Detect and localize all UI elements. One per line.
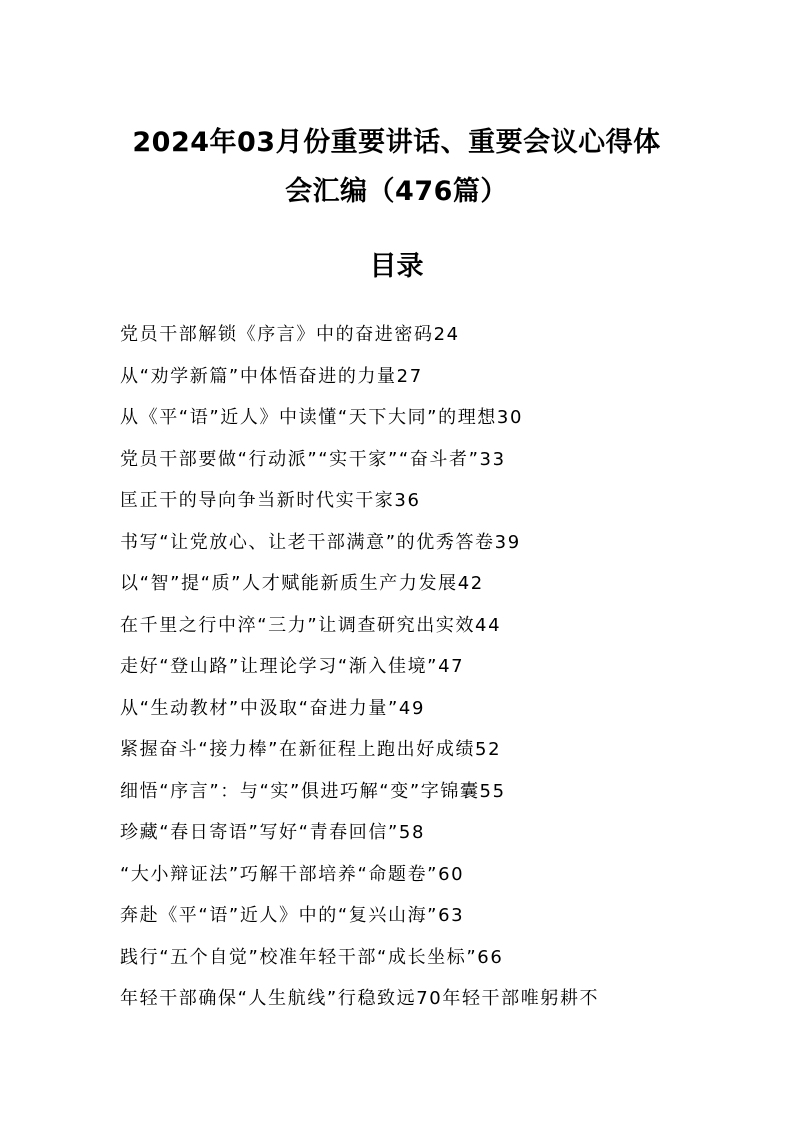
- toc-item: 党员干部解锁《序言》中的奋进密码24: [120, 324, 460, 345]
- toc-item: 细悟“序言”：与“实”俱进巧解“变”字锦囊55: [120, 780, 506, 802]
- document-title-line-2: 会汇编（476篇）: [285, 176, 508, 207]
- toc-heading: 目录: [369, 251, 424, 282]
- toc-item: 从《平“语”近人》中读懂“天下大同”的理想30: [120, 407, 524, 428]
- toc-item: 党员干部要做“行动派”“实干家”“奋斗者”33: [120, 448, 506, 470]
- toc-item: 以“智”提“质”人才赋能新质生产力发展42: [120, 573, 484, 594]
- toc-item: 从“劝学新篇”中体悟奋进的力量27: [120, 365, 423, 387]
- toc-item: 紧握奋斗“接力棒”在新征程上跑出好成绩52: [120, 739, 502, 760]
- toc-item: 年轻干部确保“人生航线”行稳致远70年轻干部唯躬耕不: [120, 988, 600, 1009]
- toc-item: 书写“让党放心、让老干部满意”的优秀答卷39: [120, 531, 521, 553]
- document-title-line-1: 2024年03月份重要讲话、重要会议心得体: [132, 127, 661, 158]
- toc-item: 从“生动教材”中汲取“奋进力量”49: [120, 697, 426, 719]
- toc-item: 走好“登山路”让理论学习“渐入佳境”47: [120, 656, 465, 677]
- toc-item: “大小辩证法”巧解干部培养“命题卷”60: [120, 863, 465, 885]
- toc-item: 珍藏“春日寄语”写好“青春回信”58: [120, 822, 426, 843]
- toc-item: 匡正干的导向争当新时代实干家36: [120, 490, 421, 511]
- toc-item: 在千里之行中淬“三力”让调查研究出实效44: [120, 614, 502, 636]
- table-of-contents: [120, 320, 680, 1026]
- toc-item: 践行“五个自觉”校准年轻干部“成长坐标”66: [120, 946, 504, 968]
- toc-item: 奔赴《平“语”近人》中的“复兴山海”63: [120, 905, 465, 926]
